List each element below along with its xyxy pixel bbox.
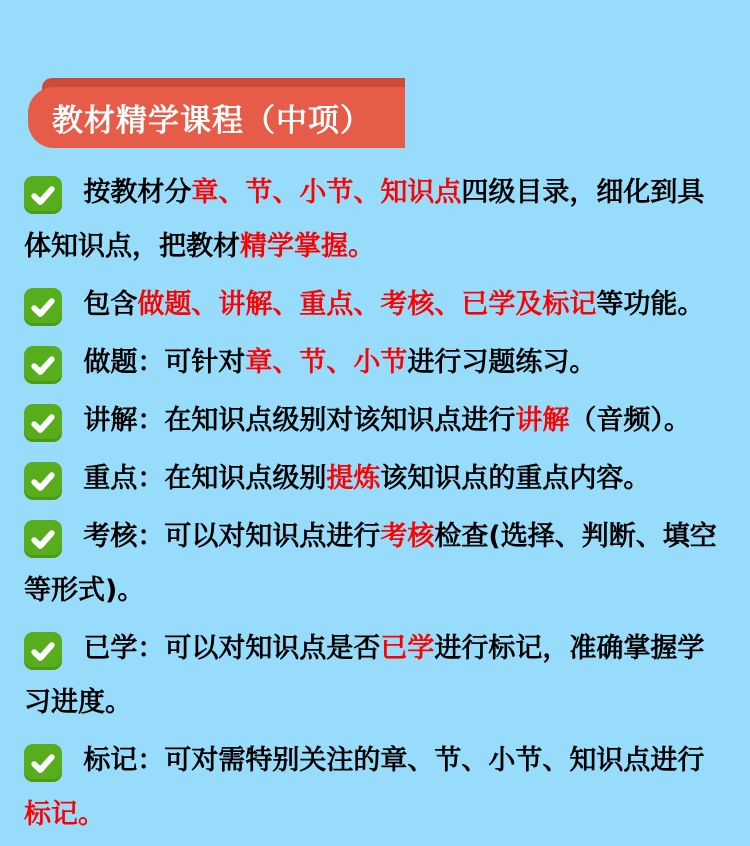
- checkmark-icon: [24, 404, 62, 442]
- list-item: [24, 622, 726, 730]
- bullet-list: [0, 166, 750, 846]
- text-segment: 四级目录，细化到具体知识点，把教材: [24, 177, 705, 262]
- text-segment: 进行标记，准确掌握学习进度。: [24, 633, 705, 718]
- text-segment: 该知识点的重点内容。: [380, 463, 651, 494]
- checkmark-icon: [24, 632, 62, 670]
- checkmark-icon: [24, 346, 62, 384]
- text-segment: 讲解: [515, 405, 570, 436]
- list-item: [24, 166, 726, 274]
- checkmark-icon: [24, 520, 62, 558]
- page-title-text: 教材精学课程（中项）: [52, 103, 372, 139]
- text-segment: 章、节、小节、知识点: [191, 177, 462, 208]
- text-segment: 提炼: [326, 463, 381, 494]
- text-segment: 已学：可以对知识点是否: [83, 633, 381, 664]
- page-title: [28, 87, 405, 148]
- text-segment: 标记：可对需特别关注的章、节、小节、知识点进行: [83, 745, 705, 776]
- text-segment: 精学掌握。: [240, 231, 375, 262]
- text-segment: 已学: [380, 633, 435, 664]
- list-item: [24, 510, 726, 618]
- text-segment: 包含: [83, 289, 138, 320]
- text-segment: 重点：在知识点级别: [83, 463, 327, 494]
- text-segment: 进行习题练习。: [407, 347, 597, 378]
- text-segment: 做题：可针对: [83, 347, 246, 378]
- text-segment: 检查(选择、判断、填空等形式)。: [24, 521, 717, 606]
- text-segment: 等功能。: [596, 289, 705, 320]
- text-segment: 讲解：在知识点级别对该知识点进行: [83, 405, 516, 436]
- text-segment: 标记。: [24, 799, 105, 830]
- text-segment: 做题、讲解、重点、考核、已学及标记: [137, 289, 597, 320]
- checkmark-icon: [24, 176, 62, 214]
- text-segment: （音频）。: [569, 405, 691, 436]
- header-ribbon: [28, 78, 405, 148]
- text-segment: 章、节、小节: [245, 347, 408, 378]
- list-item: [24, 394, 726, 448]
- list-item: [24, 278, 726, 332]
- checkmark-icon: [24, 288, 62, 326]
- list-item: [24, 734, 726, 842]
- list-item: [24, 452, 726, 506]
- list-item: [24, 336, 726, 390]
- text-segment: 考核: [380, 521, 435, 552]
- text-segment: 按教材分: [83, 177, 192, 208]
- checkmark-icon: [24, 462, 62, 500]
- text-segment: 考核：可以对知识点进行: [83, 521, 381, 552]
